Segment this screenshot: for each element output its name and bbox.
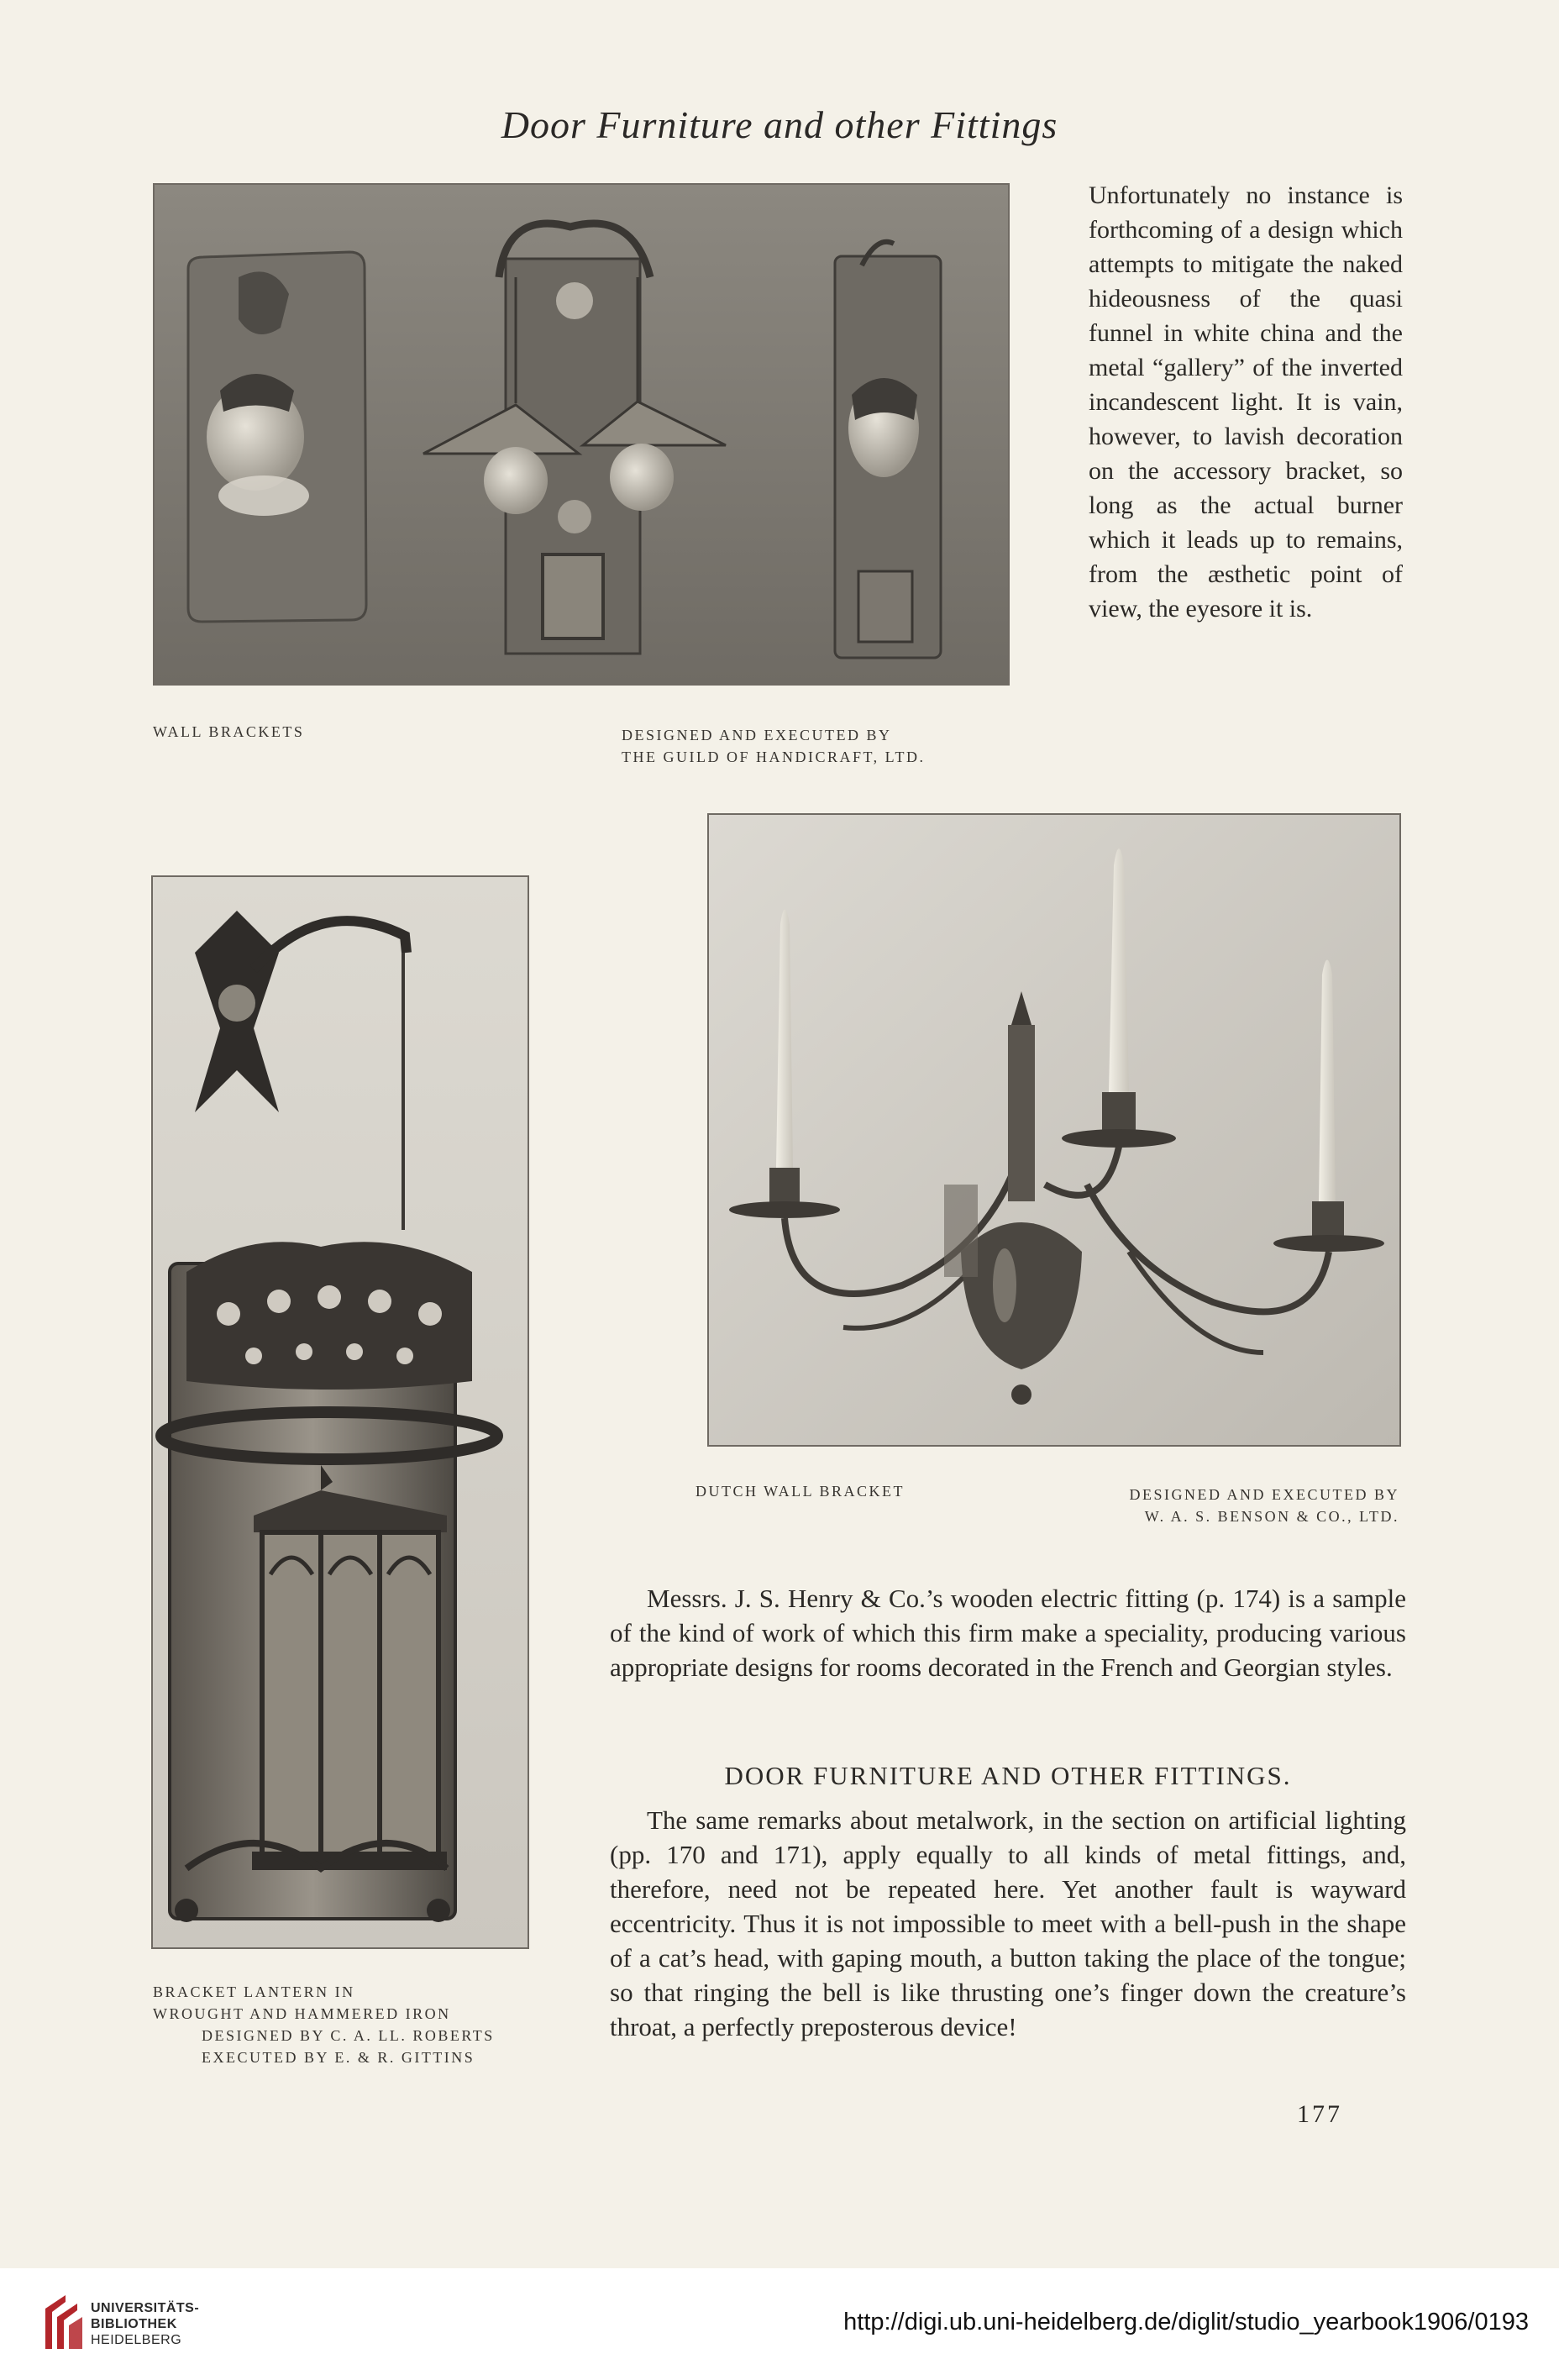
figure3-caption-line2: WROUGHT AND HAMMERED IRON [153,2005,451,2022]
figure1-caption-right-line1: DESIGNED AND EXECUTED BY [622,727,892,743]
source-url[interactable]: http://digi.ub.uni-heidelberg.de/diglit/studio_yearbook1906/0193 [843,2309,1529,2335]
sidebar-text: Unfortunately no instance is forthcoming of a design which attempts to mitigate the naked hideousness of the quasi funnel in white china and the metal “gallery” of the inverted incandescent light. It is vain, however, to lavish decoration on the accessory bracket, so long as the actual burner which it leads up to remains, from the æsthetic point of view, the eyesore it is. [1089,181,1403,623]
figure1-caption-right-line2: THE GUILD OF HANDICRAFT, LTD. [622,749,926,765]
page-number: 177 [1297,2100,1342,2128]
paragraph-2-text: The same remarks about metalwork, in the section on artificial lighting (pp. 170 and 171), apply equally to all kinds of metal fittings, and, therefore, need not be repeated here. Yet another fault is wayward eccentricity. Thus it is not impossible to meet with a bell-push in the shape of a cat’s head, with gaping mouth, a button taking the place of the tongue; so that ringing the bell is like thrusting one’s finger down the creature’s throat, a perfectly preposterous device! [610,1805,1406,2041]
figure3-caption-line1: BRACKET LANTERN IN [153,1983,355,2000]
dutch-wall-bracket-photo [707,813,1401,1447]
figure3-caption-line4: EXECUTED BY E. & R. GITTINS [202,2049,475,2066]
library-name-line2: BIBLIOTHEK [91,2317,177,2331]
library-name-line1: UNIVERSITÄTS- [91,2301,200,2315]
figure3-caption-line3: DESIGNED BY C. A. LL. ROBERTS [202,2027,495,2044]
library-name [91,2300,199,2348]
paragraph-2 [610,1803,1406,2044]
paragraph-1 [610,1581,1406,1684]
figure2-caption-left: DUTCH WALL BRACKET [696,1483,905,1500]
bracket-lantern-photo [151,875,529,1949]
library-name-line3: HEIDELBERG [91,2333,182,2347]
paragraph-1-text: Messrs. J. S. Henry & Co.’s wooden electric fitting (p. 174) is a sample of the kind of work of which this firm make a speciality, producing various appropriate designs for rooms decorated in the French and Georgian styles. [610,1584,1406,1682]
figure2-caption-right-line2: W. A. S. BENSON & CO., LTD. [1144,1508,1399,1525]
sidebar-paragraph [1089,178,1403,626]
wall-brackets-photo [153,183,1010,686]
figure2-caption-right-line1: DESIGNED AND EXECUTED BY [1129,1486,1399,1503]
library-logo-icon [40,2290,84,2354]
figure1-caption-left: WALL BRACKETS [153,723,305,740]
running-head: Door Furniture and other Fittings [501,103,1058,146]
section-heading: DOOR FURNITURE AND OTHER FITTINGS. [724,1761,1292,1790]
